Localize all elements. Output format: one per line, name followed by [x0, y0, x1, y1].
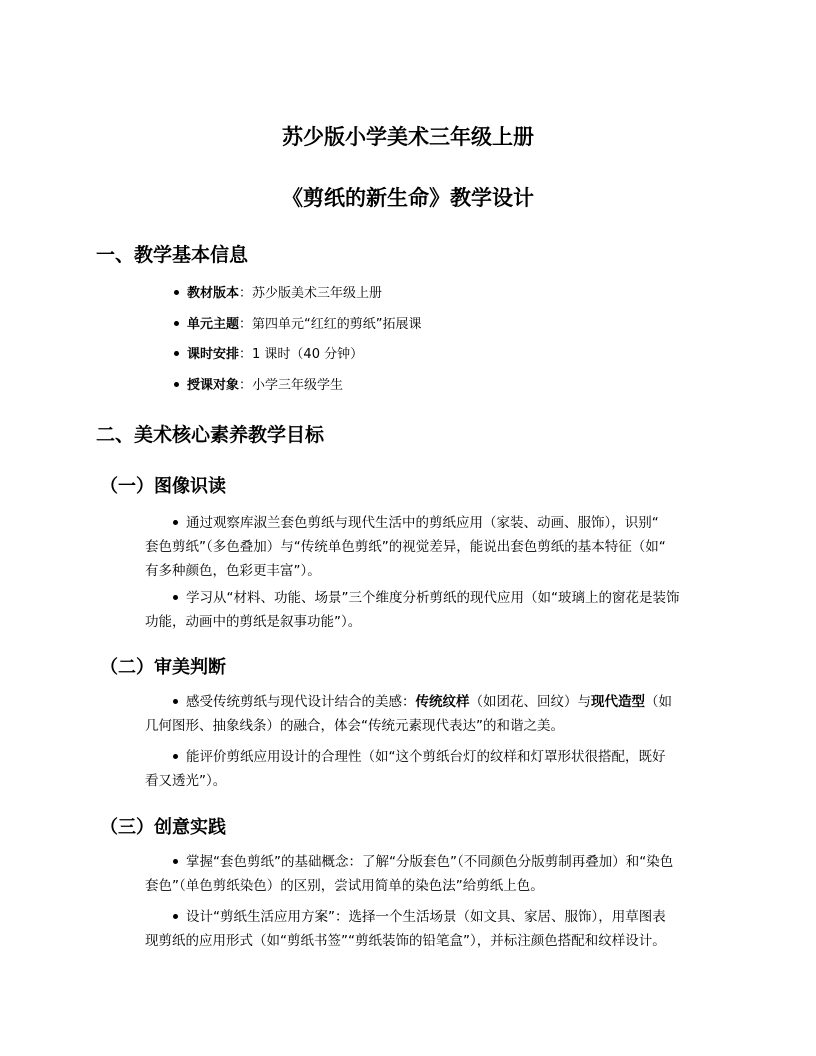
info-separator: ： [239, 378, 253, 393]
bullet-icon [174, 382, 179, 387]
info-value: 1 课时（40 分钟） [252, 347, 364, 362]
bullet-icon [173, 914, 178, 919]
info-item-textbook [174, 287, 382, 300]
info-separator: ： [239, 347, 253, 362]
bullet-icon [173, 754, 178, 759]
subsection-heading-image-reading: （一）图像识读 [100, 476, 226, 497]
bullet-icon [174, 290, 179, 295]
document-title-line2: 《剪纸的新生命》教学设计 [282, 186, 534, 210]
info-value: 小学三年级学生 [252, 378, 344, 393]
bullet-icon [173, 520, 178, 525]
paragraph-image-reading-1: 通过观察库淑兰套色剪纸与现代生活中的剪纸应用（家装、动画、服饰），识别“ 套色剪纸”（多色叠加）与“传统单色剪纸”的视觉差异，能说出套色剪纸的基本特征（如“ 有多种颜色，色彩更丰富”）。 [145, 515, 666, 579]
bullet-icon [173, 595, 178, 600]
info-item-schedule [174, 348, 363, 361]
info-separator: ： [239, 286, 253, 301]
info-label: 课时安排 [187, 347, 240, 362]
info-label: 授课对象 [187, 378, 240, 393]
paragraph-creative-1: 掌握“套色剪纸”的基础概念：了解“分版套色”（不同颜色分版剪制再叠加）和“染色 套色”（单色剪纸染色）的区别，尝试用简单的染色法”给剪纸上色。 [145, 854, 674, 894]
info-value: 苏少版美术三年级上册 [252, 286, 383, 301]
paragraph-aesthetic-2: 能评价剪纸应用设计的合理性（如“这个剪纸台灯的纹样和灯罩形状很搭配，既好 看又透光”）。 [145, 749, 666, 789]
bullet-icon [174, 321, 179, 326]
info-label: 单元主题 [187, 317, 240, 332]
paragraph-aesthetic-1: 感受传统剪纸与现代设计结合的美感：传统纹样（如团花、回纹）与现代造型（如 几何图形、抽象线条）的融合，体会“传统元素现代表达”的和谐之美。 [145, 694, 672, 734]
info-label: 教材版本 [187, 286, 240, 301]
document-title-line1: 苏少版小学美术三年级上册 [282, 125, 534, 149]
subsection-heading-aesthetic-judgment: （二）审美判断 [100, 657, 226, 678]
info-value: 第四单元“红红的剪纸”拓展课 [252, 317, 422, 332]
section-heading-basic-info: 一、教学基本信息 [96, 244, 249, 266]
info-item-unit [174, 318, 422, 331]
paragraph-creative-2: 设计“剪纸生活应用方案”：选择一个生活场景（如文具、家居、服饰），用草图表 现剪纸的应用形式（如“剪纸书签”“剪纸装饰的铅笔盒”），并标注颜色搭配和纹样设计。 [145, 909, 666, 949]
bullet-icon [173, 699, 178, 704]
paragraph-image-reading-2: 学习从“材料、功能、场景”三个维度分析剪纸的现代应用（如“玻璃上的窗花是装饰 功能，动画中的剪纸是叙事功能”）。 [145, 590, 680, 630]
info-separator: ： [239, 317, 253, 332]
subsection-heading-creative-practice: （三）创意实践 [100, 817, 226, 838]
section-heading-objectives: 二、美术核心素养教学目标 [96, 424, 325, 446]
bullet-icon [174, 351, 179, 356]
bullet-icon [173, 859, 178, 864]
info-item-audience [174, 379, 343, 392]
